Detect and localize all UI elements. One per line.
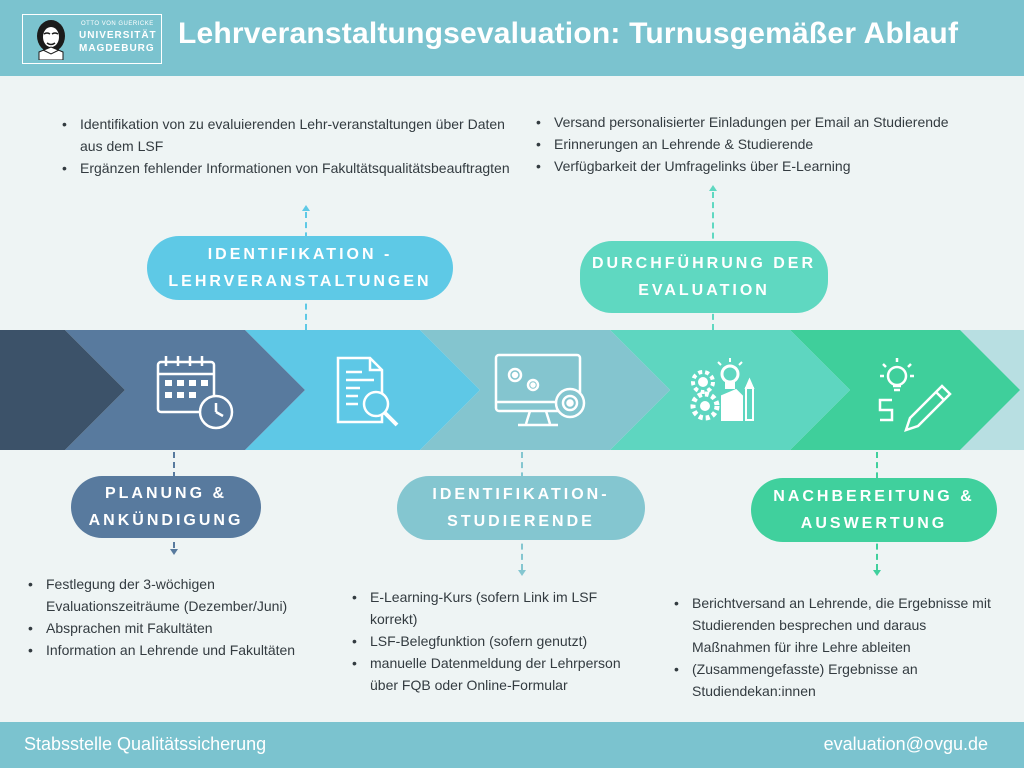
list-item: • Berichtversand an Lehrende, die Ergebnisse mit Studierenden besprechen und daraus Maßnahmen für ihre Lehre ableiten bbox=[668, 592, 1008, 658]
pill-durchfuehrung-line2: EVALUATION bbox=[638, 282, 770, 299]
list-item: • Identifikation von zu evaluierenden Lehr-veranstaltungen über Daten aus dem LSF bbox=[56, 113, 522, 157]
page-title: Lehrveranstaltungsevaluation: Turnusgemäßer Ablauf bbox=[178, 17, 959, 50]
pill-durchfuehrung-line1: DURCHFÜHRUNG DER bbox=[592, 255, 816, 272]
logo-line-2: UNIVERSITÄT bbox=[79, 30, 157, 41]
pill-nachbereitung-line1: NACHBEREITUNG & bbox=[773, 488, 975, 505]
header-bar bbox=[0, 0, 1024, 76]
list-item: • (Zusammengefasste) Ergebnisse an Studiendekan:innen bbox=[668, 658, 1008, 702]
arrow-identifikation-lv bbox=[302, 205, 310, 211]
bullets-identifikation-stud bbox=[346, 586, 636, 696]
bullets-durchfuehrung bbox=[530, 111, 1000, 177]
pill-identifikation-lv bbox=[147, 236, 453, 300]
list-item: • Absprachen mit Fakultäten bbox=[22, 617, 322, 639]
list-item: • Ergänzen fehlender Informationen von Fakultätsqualitätsbeauftragten bbox=[56, 157, 522, 179]
arrow-planung bbox=[170, 549, 178, 555]
list-item: • Festlegung der 3-wöchigen Evaluationszeiträume (Dezember/Juni) bbox=[22, 573, 322, 617]
pill-durchfuehrung bbox=[580, 241, 828, 313]
list-item: • E-Learning-Kurs (sofern Link im LSF korrekt) bbox=[346, 586, 636, 630]
pill-identifikation-stud-line1: IDENTIFIKATION- bbox=[432, 486, 610, 503]
pill-nachbereitung bbox=[751, 478, 997, 542]
list-item: • Verfügbarkeit der Umfragelinks über E-Learning bbox=[530, 155, 1000, 177]
pill-identifikation-lv-line2: LEHRVERANSTALTUNGEN bbox=[168, 273, 432, 290]
pill-identifikation-stud bbox=[397, 476, 645, 540]
pill-planung-line2: ANKÜNDIGUNG bbox=[88, 512, 244, 529]
bullets-identifikation-lv bbox=[56, 113, 522, 179]
pill-identifikation-lv-line1: IDENTIFIKATION - bbox=[207, 246, 393, 263]
list-item: • Erinnerungen an Lehrende & Studierende bbox=[530, 133, 1000, 155]
list-item: • Versand personalisierter Einladungen per Email an Studierende bbox=[530, 111, 1000, 133]
bullets-planung bbox=[22, 573, 322, 661]
list-item: • LSF-Belegfunktion (sofern genutzt) bbox=[346, 630, 636, 652]
pill-nachbereitung-line2: AUSWERTUNG bbox=[800, 515, 948, 532]
arrow-identifikation-stud bbox=[518, 570, 526, 576]
process-band bbox=[0, 330, 1024, 450]
footer-department: Stabsstelle Qualitätssicherung bbox=[24, 734, 267, 754]
arrow-nachbereitung bbox=[873, 570, 881, 576]
logo-line-1: OTTO VON GUERICKE bbox=[81, 21, 154, 27]
list-item: • manuelle Datenmeldung der Lehrperson über FQB oder Online-Formular bbox=[346, 652, 636, 696]
footer-bar bbox=[0, 722, 1024, 768]
list-item: • Information an Lehrende und Fakultäten bbox=[22, 639, 322, 661]
logo-line-3: MAGDEBURG bbox=[79, 43, 155, 54]
university-logo bbox=[22, 14, 162, 64]
bullets-nachbereitung bbox=[668, 592, 1008, 702]
pill-planung bbox=[71, 476, 261, 538]
footer-email-link[interactable]: evaluation@ovgu.de bbox=[823, 734, 988, 754]
pill-identifikation-stud-line2: STUDIERENDE bbox=[447, 513, 595, 530]
arrow-durchfuehrung bbox=[709, 185, 717, 191]
guericke-portrait-icon bbox=[27, 18, 75, 60]
pill-planung-line1: PLANUNG & bbox=[104, 485, 228, 502]
